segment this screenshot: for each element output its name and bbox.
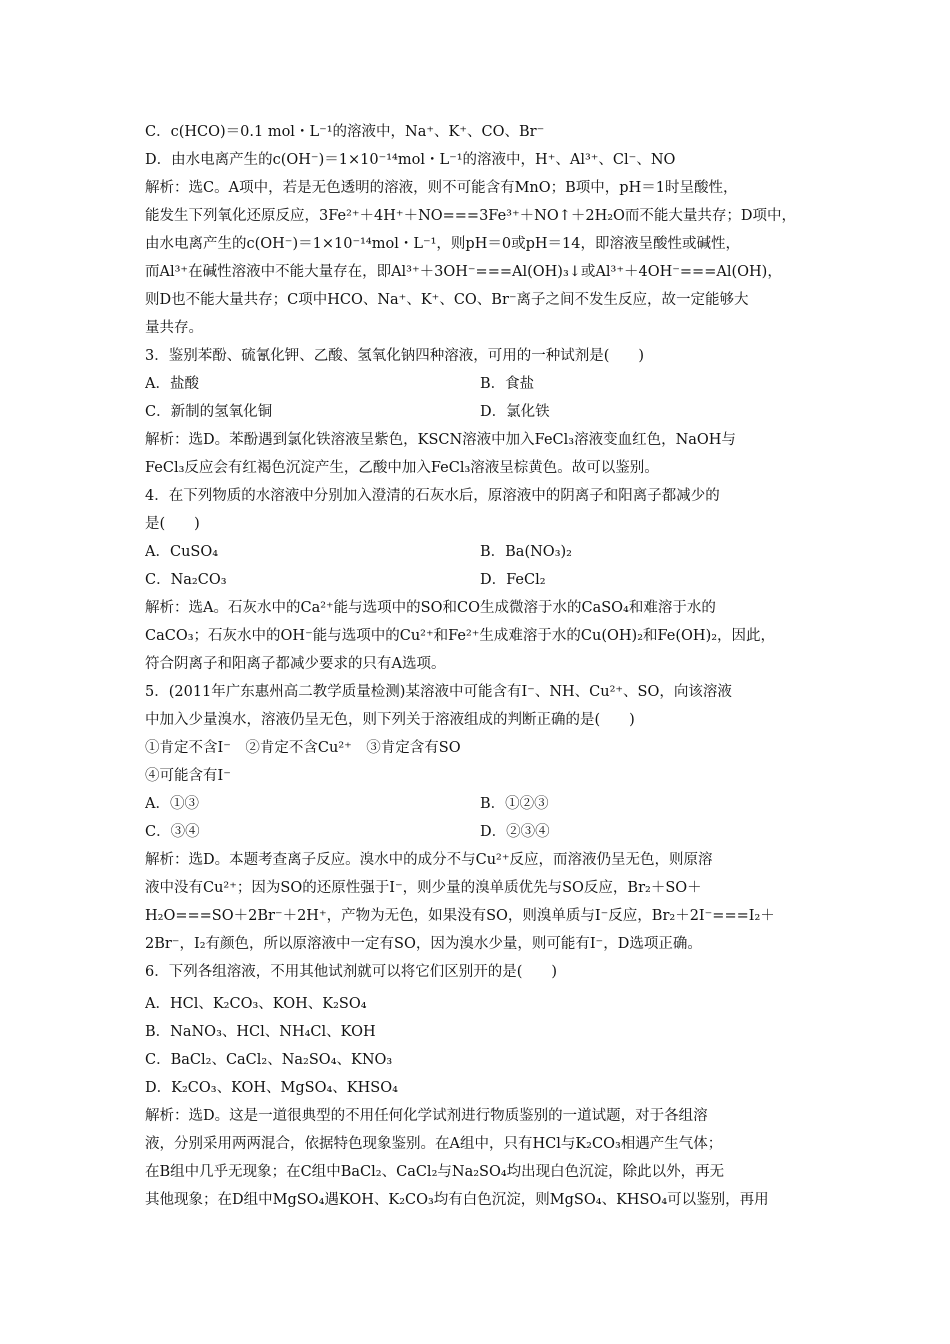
- option-d: D．②③④: [480, 824, 550, 840]
- option-b: B．Ba(NO₃)₂: [480, 544, 572, 560]
- text-line: 解析：选C。A项中，若是无色透明的溶液，则不可能含有MnO；B项中，pH＝1时呈酸性，: [145, 180, 738, 196]
- question-6: 6．下列各组溶液，不用其他试剂就可以将它们区别开的是( ): [145, 964, 558, 980]
- q3-options-row: [145, 370, 815, 398]
- question-4: 4．在下列物质的水溶液中分别加入澄清的石灰水后，原溶液中的阴离子和阳离子都减少的: [145, 488, 720, 504]
- text-line: CaCO₃；石灰水中的OH⁻能与选项中的Cu²⁺和Fe²⁺生成难溶于水的Cu(OH)₂和Fe(OH)₂，因此，: [145, 628, 776, 644]
- question-3: 3．鉴别苯酚、硫氰化钾、乙酸、氢氧化钠四种溶液，可用的一种试剂是( ): [145, 348, 645, 364]
- option-d: D．氯化铁: [480, 404, 550, 420]
- option-c: C．新制的氢氧化铜: [145, 404, 273, 420]
- text-line: 解析：选D。本题考查离子反应。溴水中的成分不与Cu²⁺反应，而溶液仍呈无色，则原溶: [145, 852, 713, 868]
- q4-options-row: [145, 538, 815, 566]
- text-line: 则D也不能大量共存；C项中HCO、Na⁺、K⁺、CO、Br⁻离子之间不发生反应，故一定能够大: [145, 292, 749, 308]
- text-line: 符合阴离子和阳离子都减少要求的只有A选项。: [145, 656, 446, 672]
- document-content: [145, 118, 815, 1214]
- question-5: 5．(2011年广东惠州高二教学质量检测)某溶液中可能含有I⁻、NH、Cu²⁺、SO，向该溶液: [145, 684, 732, 700]
- option-d: D．FeCl₂: [480, 572, 546, 588]
- q5-options-row: [145, 818, 815, 846]
- option-b: B．①②③: [480, 796, 549, 812]
- option-d: D．K₂CO₃、KOH、MgSO₄、KHSO₄: [145, 1080, 398, 1096]
- option-c: C．③④: [145, 824, 200, 840]
- option-b: B．食盐: [480, 376, 535, 392]
- text-line: 2Br⁻，I₂有颜色，所以原溶液中一定有SO，因为溴水少量，则可能有I⁻，D选项正确。: [145, 936, 702, 952]
- option-c: C．Na₂CO₃: [145, 572, 227, 588]
- text-line: 解析：选A。石灰水中的Ca²⁺能与选项中的SO和CO生成微溶于水的CaSO₄和难溶于水的: [145, 600, 716, 616]
- text-line: ④可能含有I⁻: [145, 768, 231, 784]
- text-line: C．c(HCO)＝0.1 mol・L⁻¹的溶液中，Na⁺、K⁺、CO、Br⁻: [145, 124, 545, 140]
- text-line: D．由水电离产生的c(OH⁻)＝1×10⁻¹⁴mol・L⁻¹的溶液中，H⁺、Al³⁺、Cl⁻、NO: [145, 152, 676, 168]
- option-a: A．①③: [145, 796, 199, 812]
- text-line: FeCl₃反应会有红褐色沉淀产生，乙酸中加入FeCl₃溶液呈棕黄色。故可以鉴别。: [145, 460, 659, 476]
- option-b: B．NaNO₃、HCl、NH₄Cl、KOH: [145, 1024, 376, 1040]
- option-a: A．HCl、K₂CO₃、KOH、K₂SO₄: [145, 996, 367, 1012]
- option-a: A．CuSO₄: [145, 544, 219, 560]
- text-line: 中加入少量溴水，溶液仍呈无色，则下列关于溶液组成的判断正确的是( ): [145, 712, 635, 728]
- q4-options-row: [145, 566, 815, 594]
- text-line: 由水电离产生的c(OH⁻)＝1×10⁻¹⁴mol・L⁻¹，则pH＝0或pH＝14，即溶液呈酸性或碱性，: [145, 236, 740, 252]
- q3-options-row: [145, 398, 815, 426]
- text-line: 解析：选D。苯酚遇到氯化铁溶液呈紫色，KSCN溶液中加入FeCl₃溶液变血红色，NaOH与: [145, 432, 736, 448]
- option-a: A．盐酸: [145, 376, 199, 392]
- text-line: 其他现象；在D组中MgSO₄遇KOH、K₂CO₃均有白色沉淀，则MgSO₄、KHSO₄可以鉴别，再用: [145, 1192, 769, 1208]
- text-line: ①肯定不含I⁻ ②肯定不含Cu²⁺ ③肯定含有SO: [145, 740, 461, 756]
- text-line: 液中没有Cu²⁺；因为SO的还原性强于I⁻，则少量的溴单质优先与SO反应，Br₂＋SO＋: [145, 880, 702, 896]
- text-line: H₂O===SO＋2Br⁻＋2H⁺，产物为无色，如果没有SO，则溴单质与I⁻反应，Br₂＋2I⁻===I₂＋: [145, 908, 775, 924]
- text-line: 是( ): [145, 516, 200, 532]
- text-line: 能发生下列氧化还原反应，3Fe²⁺＋4H⁺＋NO===3Fe³⁺＋NO↑＋2H₂O而不能大量共存；D项中，: [145, 208, 797, 224]
- option-c: C．BaCl₂、CaCl₂、Na₂SO₄、KNO₃: [145, 1052, 393, 1068]
- q5-options-row: [145, 790, 815, 818]
- text-line: 在B组中几乎无现象；在C组中BaCl₂、CaCl₂与Na₂SO₄均出现白色沉淀，除此以外，再无: [145, 1164, 725, 1180]
- text-line: 液，分别采用两两混合，依据特色现象鉴别。在A组中，只有HCl与K₂CO₃相遇产生气体；: [145, 1136, 723, 1152]
- text-line: 量共存。: [145, 320, 203, 336]
- text-line: 解析：选D。这是一道很典型的不用任何化学试剂进行物质鉴别的一道试题，对于各组溶: [145, 1108, 708, 1124]
- text-line: 而Al³⁺在碱性溶液中不能大量存在，即Al³⁺＋3OH⁻===Al(OH)₃↓或Al³⁺＋4OH⁻===Al(OH)，: [145, 264, 782, 280]
